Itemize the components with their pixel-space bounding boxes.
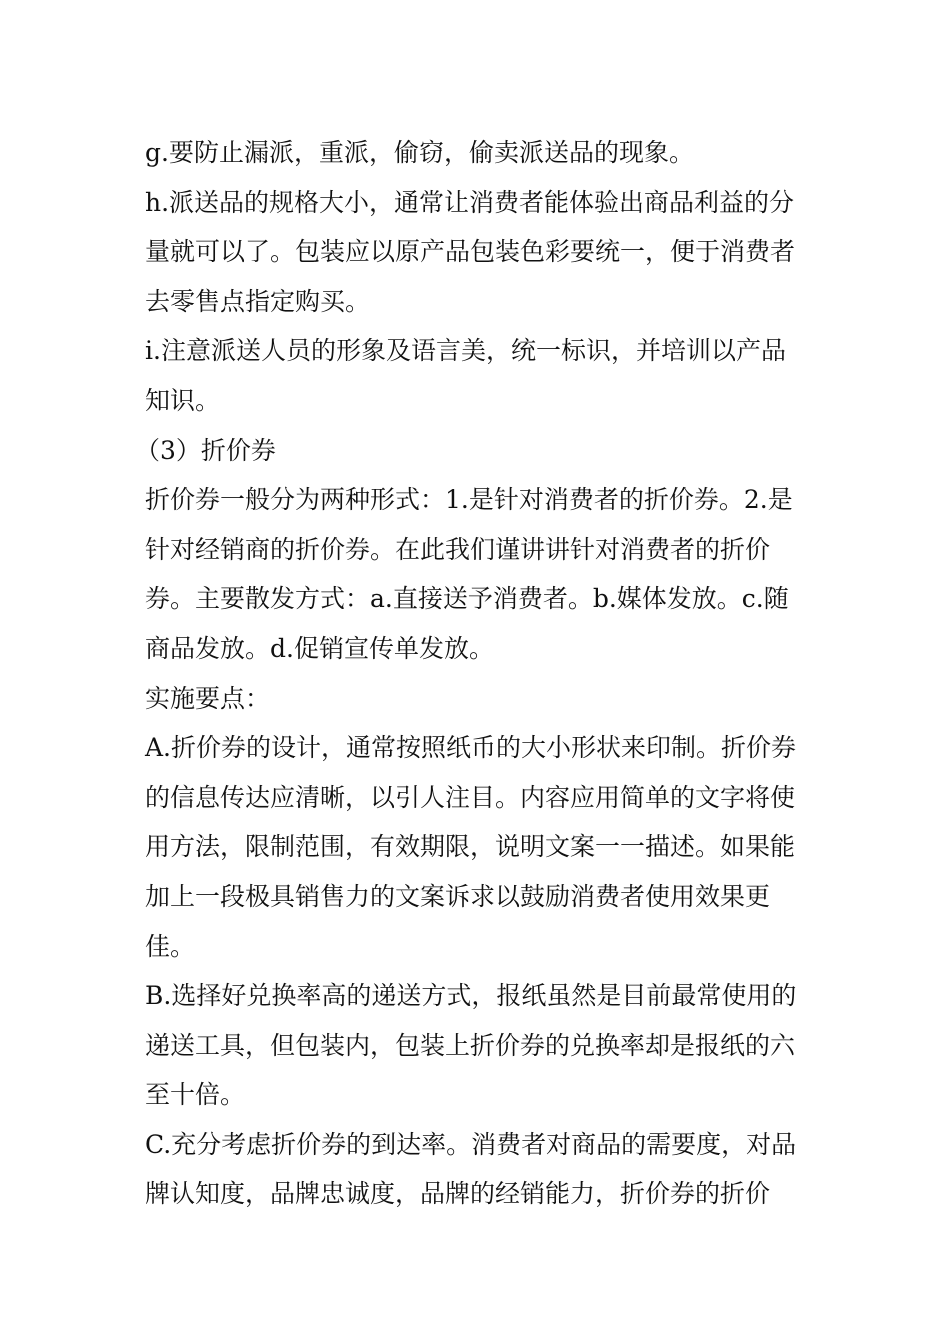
paragraph-point-c: C.充分考虑折价券的到达率。消费者对商品的需要度，对品牌认知度，品牌忠诚度，品牌的经销能力，折价券的折价 [145, 1129, 797, 1209]
paragraph-coupon-forms: 折价券一般分为两种形式：1.是针对消费者的折价券。2.是针对经销商的折价券。在此我们谨讲讲针对消费者的折价券。主要散发方式：a.直接送予消费者。b.媒体发放。c.随商品发放。d.促销宣传单发放。 [145, 485, 793, 663]
paragraph-h: h.派送品的规格大小，通常让消费者能体验出商品利益的分量就可以了。包装应以原产品包装色彩要统一，便于消费者去零售点指定购买。 [145, 187, 796, 316]
document-body [135, 128, 810, 1219]
paragraph-key-points-label: 实施要点： [145, 683, 271, 713]
section-heading-coupon: （3）折价券 [135, 435, 276, 465]
paragraph-point-a: A.折价券的设计，通常按照纸币的大小形状来印制。折价券的信息传达应清晰，以引人注目。内容应用简单的文字将使用方法，限制范围，有效期限，说明文案一一描述。如果能加上一段极具销售力的文案诉求以鼓励消费者使用效果更佳。 [145, 733, 797, 961]
paragraph-i: i.注意派送人员的形象及语言美，统一标识，并培训以产品知识。 [145, 336, 786, 415]
paragraph-g: g.要防止漏派，重派，偷窃，偷卖派送品的现象。 [145, 138, 694, 167]
paragraph-point-b: B.选择好兑换率高的递送方式，报纸虽然是目前最常使用的递送工具，但包装内，包装上折价券的兑换率却是报纸的六至十倍。 [145, 981, 797, 1110]
